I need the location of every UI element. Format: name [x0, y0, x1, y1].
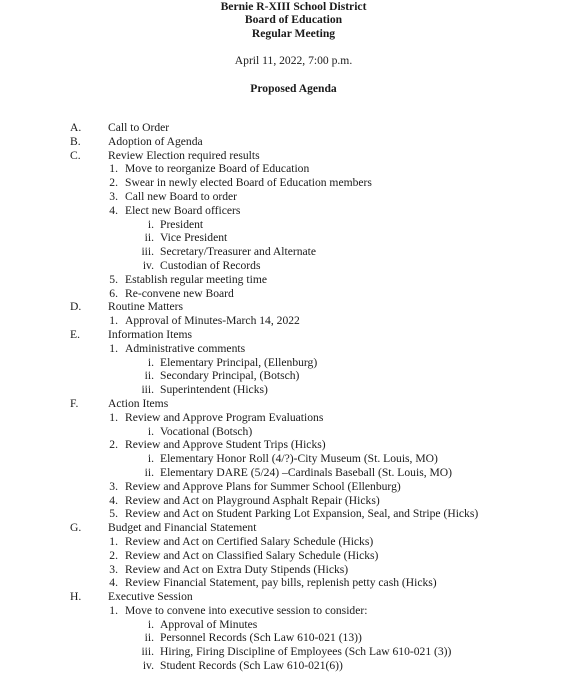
item-marker: 3.	[109, 479, 118, 493]
agenda-subitem	[0, 231, 587, 245]
item-marker: 1.	[109, 534, 118, 548]
item-text: Approval of Minutes	[160, 617, 258, 631]
item-marker: 4.	[109, 576, 118, 590]
agenda-item	[0, 162, 587, 176]
item-marker: 1.	[109, 410, 118, 424]
item-text: Elementary DARE (5/24) –Cardinals Baseball (St. Louis, MO)	[160, 465, 453, 479]
agenda-subitem	[0, 466, 587, 480]
item-marker: 6.	[109, 286, 118, 300]
item-marker: A.	[70, 121, 82, 134]
item-text: Elementary Principal, (Ellenburg)	[160, 355, 318, 369]
item-text: Approval of Minutes-March 14, 2022	[125, 314, 300, 328]
item-marker: i.	[147, 452, 154, 466]
item-marker: 3.	[109, 562, 118, 576]
item-marker: i.	[147, 217, 154, 231]
item-marker: H.	[70, 590, 82, 604]
agenda-subitem	[0, 245, 587, 259]
agenda-subitem	[0, 645, 587, 659]
item-marker: 2.	[109, 176, 118, 190]
item-text: President	[160, 217, 204, 231]
item-marker: 3.	[109, 189, 118, 203]
item-marker: 5.	[109, 507, 118, 521]
item-text: Vocational (Botsch)	[160, 424, 253, 438]
item-marker: B.	[70, 134, 81, 148]
item-text: Swear in newly elected Board of Education members	[125, 176, 372, 190]
agenda-item	[0, 411, 587, 425]
agenda-subitem	[0, 425, 587, 439]
agenda-section	[0, 328, 587, 342]
item-text: Personnel Records (Sch Law 610-021 (13))	[160, 631, 362, 645]
item-text: Call to Order	[108, 121, 170, 134]
item-marker: i.	[147, 424, 154, 438]
agenda-title: Proposed Agenda	[250, 82, 337, 95]
item-text: Review and Approve Plans for Summer School (Ellenburg)	[125, 479, 401, 493]
item-text: Review and Act on Classified Salary Schedule (Hicks)	[125, 548, 379, 562]
item-text: Review Election required results	[108, 148, 260, 162]
item-marker: 1.	[109, 162, 118, 176]
agenda-subitem	[0, 383, 587, 397]
item-text: Custodian of Records	[160, 258, 261, 272]
agenda-subitem	[0, 452, 587, 466]
item-text: Call new Board to order	[125, 189, 238, 203]
item-marker: G.	[70, 521, 82, 535]
item-marker: E.	[70, 327, 80, 341]
agenda-section	[0, 121, 587, 135]
agenda-item	[0, 480, 587, 494]
agenda-subitem	[0, 618, 587, 632]
item-marker: D.	[70, 300, 82, 314]
item-text: Secondary Principal, (Botsch)	[160, 369, 300, 383]
agenda-item	[0, 204, 587, 218]
agenda-subitem	[0, 659, 587, 673]
item-text: Budget and Financial Statement	[108, 521, 257, 535]
board-name: Board of Education	[244, 13, 343, 26]
item-text: Information Items	[108, 327, 193, 341]
item-text: Move to convene into executive session to consider:	[125, 603, 368, 617]
item-text: Review Financial Statement, pay bills, replenish petty cash (Hicks)	[125, 576, 437, 590]
item-marker: ii.	[144, 369, 154, 383]
agenda-subitem	[0, 631, 587, 645]
item-text: Establish regular meeting time	[125, 272, 267, 286]
district-name: Bernie R-XIII School District	[220, 0, 367, 13]
item-text: Adoption of Agenda	[108, 134, 203, 148]
item-marker: 5.	[109, 272, 118, 286]
agenda-subitem	[0, 356, 587, 370]
agenda-item	[0, 287, 587, 301]
agenda-item	[0, 273, 587, 287]
item-marker: C.	[70, 148, 81, 162]
item-marker: i.	[147, 355, 154, 369]
item-text: Review and Act on Playground Asphalt Repair (Hicks)	[125, 493, 380, 507]
item-text: Executive Session	[108, 590, 193, 604]
item-marker: iii.	[141, 383, 154, 397]
item-text: Action Items	[108, 396, 169, 410]
item-marker: 4.	[109, 493, 118, 507]
agenda-item	[0, 563, 587, 577]
item-marker: iii.	[141, 645, 154, 659]
agenda-item	[0, 507, 587, 521]
agenda-item	[0, 438, 587, 452]
item-text: Hiring, Firing Discipline of Employees (Sch Law 610-021 (3))	[160, 645, 452, 659]
agenda-section	[0, 521, 587, 535]
agenda-item	[0, 535, 587, 549]
item-text: Superintendent (Hicks)	[160, 383, 268, 397]
agenda-item	[0, 190, 587, 204]
item-text: Review and Approve Student Trips (Hicks)	[125, 438, 326, 452]
item-marker: 1.	[109, 603, 118, 617]
item-text: Routine Matters	[108, 300, 184, 314]
item-marker: 2.	[109, 548, 118, 562]
agenda-item	[0, 342, 587, 356]
item-text: Elementary Honor Roll (4/?)-City Museum (St. Louis, MO)	[160, 452, 438, 466]
agenda-item	[0, 176, 587, 190]
item-marker: i.	[147, 617, 154, 631]
item-text: Secretary/Treasurer and Alternate	[160, 245, 317, 259]
meeting-date: April 11, 2022, 7:00 p.m.	[234, 54, 353, 67]
agenda-subitem	[0, 369, 587, 383]
meeting-type: Regular Meeting	[251, 27, 336, 40]
agenda-subitem	[0, 218, 587, 232]
item-text: Review and Act on Extra Duty Stipends (Hicks)	[125, 562, 349, 576]
agenda-item	[0, 576, 587, 590]
item-text: Administrative comments	[125, 341, 246, 355]
item-text: Elect new Board officers	[125, 203, 241, 217]
item-text: Re-convene new Board	[125, 286, 234, 300]
item-marker: ii.	[144, 631, 154, 645]
item-marker: 2.	[109, 438, 118, 452]
item-text: Review and Act on Certified Salary Schedule (Hicks)	[125, 534, 374, 548]
item-text: Move to reorganize Board of Education	[125, 162, 310, 176]
agenda-section	[0, 397, 587, 411]
item-text: Review and Act on Student Parking Lot Expansion, Seal, and Stripe (Hicks)	[125, 507, 479, 521]
item-marker: ii.	[144, 231, 154, 245]
item-text: Vice President	[160, 231, 228, 245]
agenda-section	[0, 135, 587, 149]
item-marker: 1.	[109, 341, 118, 355]
agenda-list	[0, 121, 587, 673]
item-marker: ii.	[144, 465, 154, 479]
item-marker: 4.	[109, 203, 118, 217]
agenda-item	[0, 494, 587, 508]
item-text: Review and Approve Program Evaluations	[125, 410, 324, 424]
item-text: Student Records (Sch Law 610-021(6))	[160, 659, 343, 673]
agenda-section	[0, 300, 587, 314]
item-marker: iii.	[141, 245, 154, 259]
item-marker: iv.	[142, 659, 154, 673]
agenda-section	[0, 149, 587, 163]
agenda-item	[0, 549, 587, 563]
item-marker: F.	[70, 396, 79, 410]
item-marker: 1.	[109, 314, 118, 328]
agenda-item	[0, 604, 587, 618]
agenda-item	[0, 314, 587, 328]
agenda-subitem	[0, 259, 587, 273]
agenda-section	[0, 590, 587, 604]
item-marker: iv.	[142, 258, 154, 272]
